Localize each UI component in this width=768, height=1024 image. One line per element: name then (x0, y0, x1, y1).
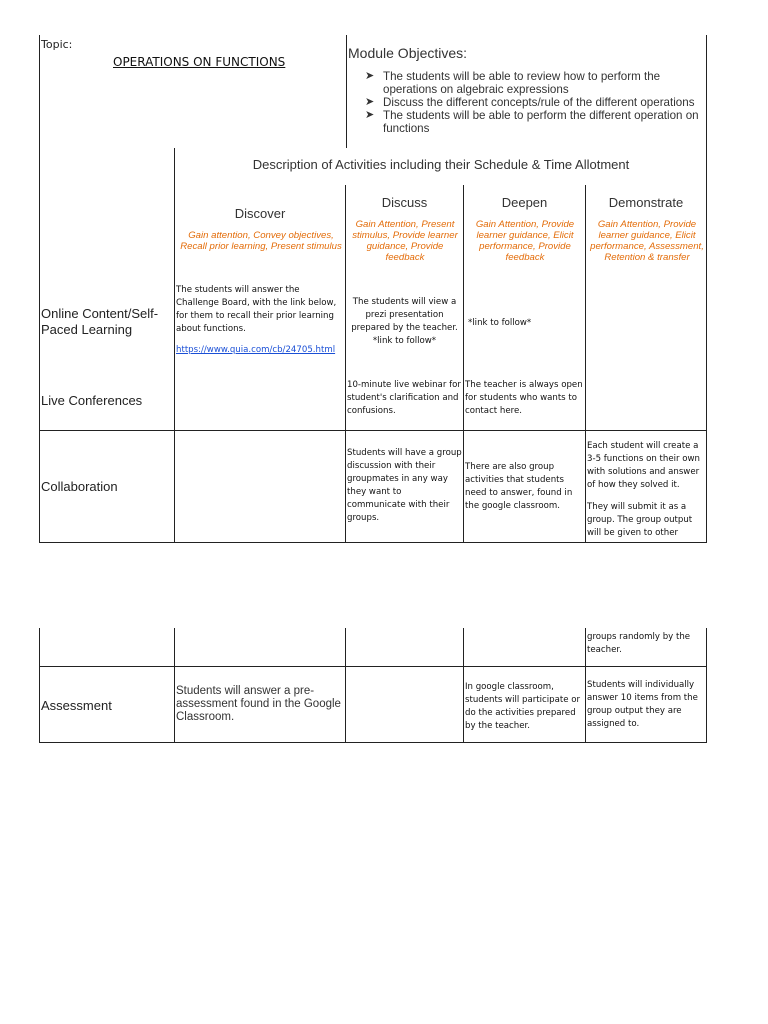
live-deepen-text: The teacher is always open for students who wants to contact here. (465, 380, 583, 416)
live-discuss-text: 10-minute live webinar for student's clarification and confusions. (347, 380, 461, 416)
row-label-live: Live Conferences (41, 393, 143, 408)
objectives-list (365, 70, 703, 135)
assessment-deepen-text: In google classroom, students will participate or do the activities prepared by the teacher. (465, 682, 581, 731)
col-desc-discuss: Gain Attention, Present stimulus, Provide learner guidance, Provide feedback (352, 219, 458, 263)
module-objectives-heading: Module Objectives: (348, 45, 468, 61)
col-header-discuss: Discuss (381, 195, 428, 210)
table2-col-divider-2 (345, 628, 346, 743)
table-right-border (706, 35, 707, 543)
arrow-bullet-icon: ➤ (365, 70, 375, 82)
table-left-border (39, 35, 40, 543)
assessment-demonstrate-text: Students will individually answer 10 items from the group output they are assigned to. (587, 680, 698, 729)
row-label-collab: Collaboration (41, 479, 118, 494)
collab-discuss-text: Students will have a group discussion with their groupmates in any way they want to communicate with their groups. (347, 448, 462, 523)
objective-item: ➤ The students will be able to perform the different operation on functions (365, 109, 699, 135)
row-divider-collab (39, 430, 707, 431)
header-divider (346, 35, 347, 148)
objective-item: ➤ The students will be able to review how to perform the operations on algebraic expressions (365, 70, 661, 96)
table2-col-divider-3 (463, 628, 464, 743)
online-deepen-text: *link to follow* (468, 318, 532, 328)
assessment-discover-text: Students will answer a pre-assessment found in the Google Classroom. (176, 685, 341, 723)
online-discuss-text: The students will view a prezi presentation prepared by the teacher. *link to follow* (351, 297, 458, 346)
collab-demonstrate-text-1: Each student will create a 3-5 functions on their own with solutions and answer of how they solved it. (587, 441, 701, 490)
col-divider-3 (463, 185, 464, 543)
collab-demonstrate-continued: groups randomly by the teacher. (587, 632, 691, 655)
online-discover-text: The students will answer the Challenge Board, with the link below, for them to recall their prior learning about functions. (176, 285, 337, 334)
col-divider-4 (585, 185, 586, 543)
col-header-demonstrate: Demonstrate (608, 195, 684, 210)
col-desc-deepen: Gain Attention, Provide learner guidance, Elicit performance, Provide feedback (475, 219, 575, 263)
table-bottom-border (39, 542, 707, 543)
arrow-bullet-icon: ➤ (365, 96, 375, 108)
topic-title: OPERATIONS ON FUNCTIONS (113, 55, 286, 69)
table2-row-divider (39, 666, 707, 667)
activities-heading: Description of Activities including their Schedule & Time Allotment (252, 157, 630, 172)
collab-demonstrate-text-2: They will submit it as a group. The group output will be given to other (587, 502, 693, 538)
table2-col-divider-4 (585, 628, 586, 743)
topic-label: Topic: (41, 38, 73, 51)
table2-right-border (706, 628, 707, 743)
collab-deepen-text: There are also group activities that students need to answer, found in the google classroom. (465, 462, 573, 511)
objective-item: ➤ Discuss the different concepts/rule of the different operations (365, 96, 695, 109)
table2-col-divider-1 (174, 628, 175, 743)
table2-bottom-border (39, 742, 707, 743)
col-desc-demonstrate: Gain Attention, Provide learner guidance, Elicit performance, Assessment, Retention & transfer (590, 219, 704, 263)
row-label-online: Online Content/Self-Paced Learning (41, 306, 159, 337)
challenge-board-link[interactable]: https://www.quia.com/cb/24705.html (176, 345, 336, 355)
row-label-assessment: Assessment (41, 698, 112, 713)
col-desc-discover: Gain attention, Convey objectives, Recall prior learning, Present stimulus (180, 230, 342, 252)
arrow-bullet-icon: ➤ (365, 109, 375, 121)
col-header-discover: Discover (234, 206, 286, 221)
table2-left-border (39, 628, 40, 743)
col-header-deepen: Deepen (501, 195, 548, 210)
